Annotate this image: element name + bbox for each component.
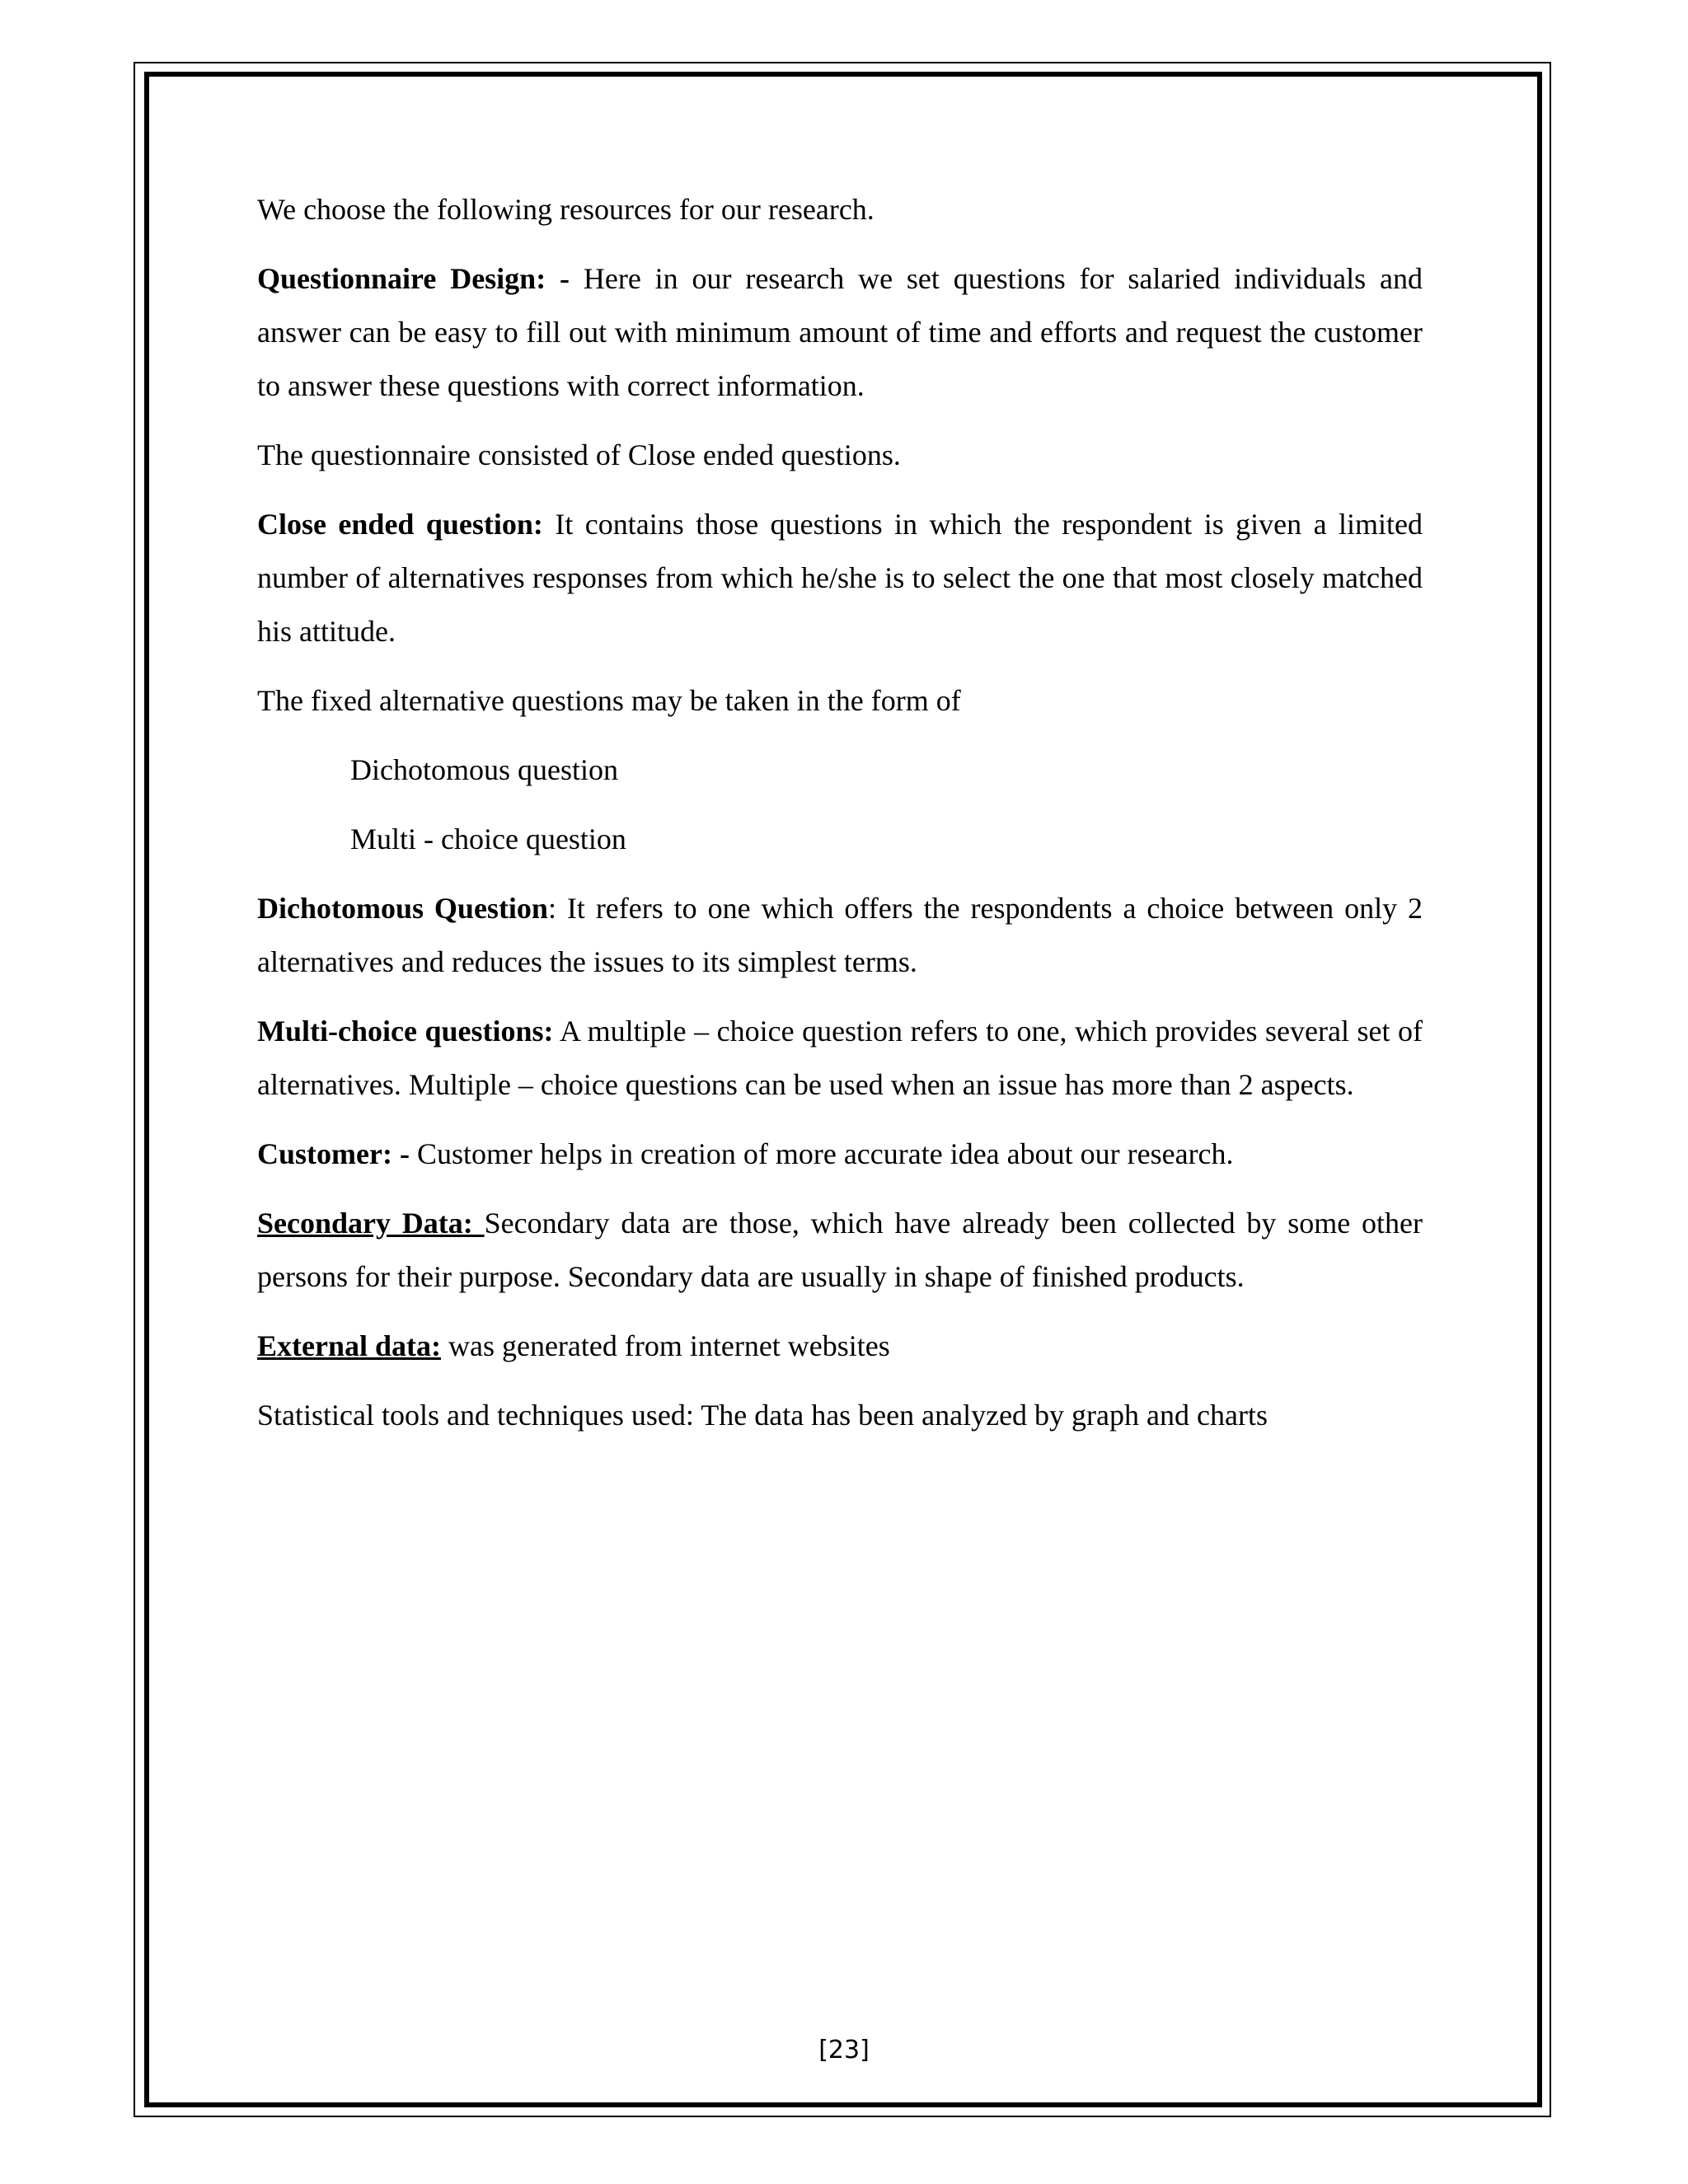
questionnaire-heading: Questionnaire Design: - xyxy=(257,262,570,295)
dichotomous-paragraph xyxy=(257,882,1423,989)
secondary-data-heading: Secondary Data: xyxy=(257,1207,485,1240)
secondary-data-paragraph xyxy=(257,1197,1423,1304)
secondary-data-text: Secondary data are those, which have already been collected by some other persons for their purpose. Secondary data are usually in shape of finished products. xyxy=(257,1207,1423,1293)
multi-choice-heading: Multi-choice questions: xyxy=(257,1015,554,1047)
customer-text: Customer helps in creation of more accurate idea about our research. xyxy=(409,1137,1234,1170)
customer-paragraph xyxy=(257,1127,1423,1181)
document-body xyxy=(257,183,1423,1458)
page-number: [23] xyxy=(818,2036,870,2064)
form-item-dichotomous: Dichotomous question xyxy=(350,753,618,786)
multi-choice-text: A multiple – choice question refers to one, which provides several set of alternatives. Multiple – choice questions can be used when an issue has more than 2 aspects. xyxy=(257,1015,1423,1101)
questionnaire-paragraph xyxy=(257,252,1423,413)
fixed-alternative-paragraph: The fixed alternative questions may be taken in the form of xyxy=(257,684,961,717)
close-ended-paragraph xyxy=(257,498,1423,658)
multi-choice-paragraph xyxy=(257,1005,1423,1112)
dichotomous-text: : It refers to one which offers the respondents a choice between only 2 alternatives and reduces the issues to its simplest terms. xyxy=(257,892,1423,978)
consisted-paragraph: The questionnaire consisted of Close ended questions. xyxy=(257,438,901,471)
external-data-paragraph xyxy=(257,1319,1423,1373)
questionnaire-text: Here in our research we set questions for salaried individuals and answer can be easy to fill out with minimum amount of time and efforts and request the customer to answer these questions with correct information. xyxy=(257,262,1423,402)
customer-heading: Customer: - xyxy=(257,1137,410,1170)
statistical-tools-paragraph: Statistical tools and techniques used: The data has been analyzed by graph and charts xyxy=(257,1399,1268,1432)
close-ended-text: It contains those questions in which the respondent is given a limited number of alternatives responses from which he/she is to select the one that most closely matched his attitude. xyxy=(257,508,1423,648)
external-data-text: was generated from internet websites xyxy=(440,1329,890,1362)
form-item-multi-choice: Multi - choice question xyxy=(350,823,626,855)
intro-paragraph: We choose the following resources for our research. xyxy=(257,193,874,226)
dichotomous-heading: Dichotomous Question xyxy=(257,892,548,925)
external-data-heading: External data: xyxy=(257,1329,441,1362)
close-ended-heading: Close ended question: xyxy=(257,508,543,541)
